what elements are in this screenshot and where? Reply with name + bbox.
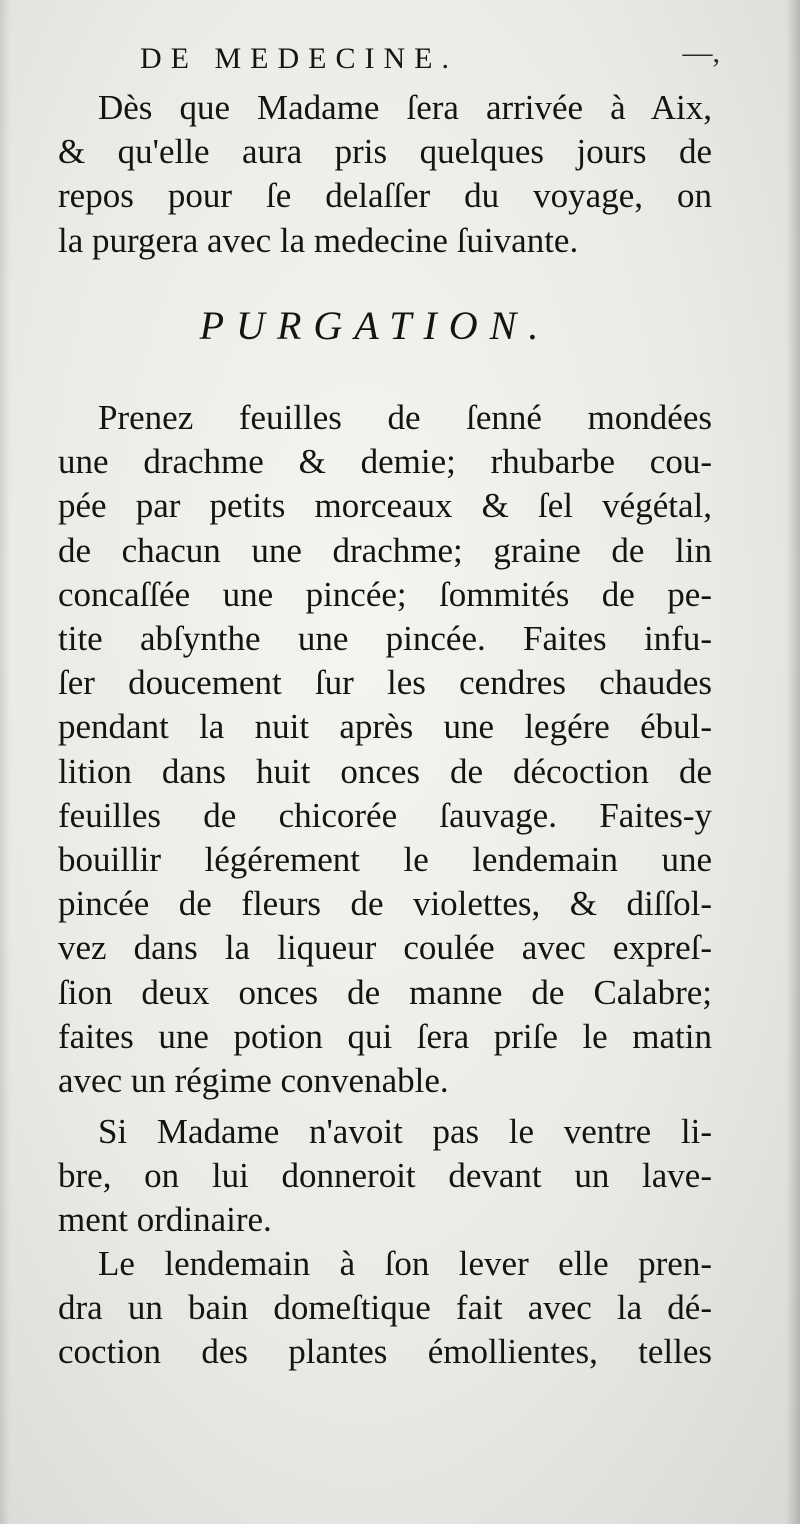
text-line: pée par petits morceaux & ſel végétal, bbox=[58, 486, 712, 526]
text-line: une drachme & demie; rhubarbe cou- bbox=[58, 442, 712, 482]
page-shadow-left bbox=[0, 0, 10, 1524]
running-head bbox=[140, 36, 720, 82]
text-line: & qu'elle aura pris quelques jours de bbox=[58, 132, 712, 172]
paragraph-bath bbox=[58, 1242, 712, 1375]
text-line: bouillir légérement le lendemain une bbox=[58, 840, 712, 880]
text-line: de chacun une drachme; graine de lin bbox=[58, 530, 712, 570]
text-line: Prenez feuilles de ſenné mondées bbox=[98, 398, 712, 437]
text-line: bre, on lui donneroit devant un lave- bbox=[58, 1156, 712, 1196]
paragraph-intro bbox=[58, 86, 712, 263]
text-line: feuilles de chicorée ſauvage. Faites-y bbox=[58, 795, 712, 835]
running-head-title: DE MEDECINE. bbox=[140, 42, 458, 75]
text-line: Dès que Madame ſera arrivée à Aix, bbox=[98, 88, 712, 127]
text-line: avec un régime convenable. bbox=[58, 1061, 449, 1101]
text-line: pincée de fleurs de violettes, & diſſol- bbox=[58, 884, 712, 924]
paragraph-enema bbox=[58, 1110, 712, 1243]
text-line: coction des plantes émollientes, telles bbox=[58, 1332, 712, 1372]
text-line: vez dans la liqueur coulée avec expreſ- bbox=[58, 928, 712, 968]
text-line: lition dans huit onces de décoction de bbox=[58, 751, 712, 791]
text-line: la purgera avec la medecine ſuivante. bbox=[58, 220, 579, 260]
text-line: repos pour ſe delaſſer du voyage, on bbox=[58, 176, 712, 216]
text-line: pendant la nuit après une legére ébul- bbox=[58, 707, 712, 747]
text-line: Le lendemain à ſon lever elle pren- bbox=[98, 1244, 712, 1283]
page-number: —, bbox=[682, 36, 720, 69]
text-line: concaſſée une pincée; ſommités de pe- bbox=[58, 574, 712, 614]
section-heading: PURGATION. bbox=[199, 303, 551, 348]
paragraph-prescription bbox=[58, 396, 712, 1103]
text-line: ment ordinaire. bbox=[58, 1200, 272, 1240]
text-line: dra un bain domeſtique fait avec la dé- bbox=[58, 1288, 712, 1328]
page-shadow-right bbox=[786, 0, 800, 1524]
text-line: ſion deux onces de manne de Calabre; bbox=[58, 972, 712, 1012]
text-line: ſer doucement ſur les cendres chaudes bbox=[58, 663, 712, 703]
text-line: tite abſynthe une pincée. Faites infu- bbox=[58, 619, 712, 659]
text-line: Si Madame n'avoit pas le ventre li- bbox=[98, 1112, 712, 1151]
text-line: faites une potion qui ſera priſe le matin bbox=[58, 1016, 712, 1056]
